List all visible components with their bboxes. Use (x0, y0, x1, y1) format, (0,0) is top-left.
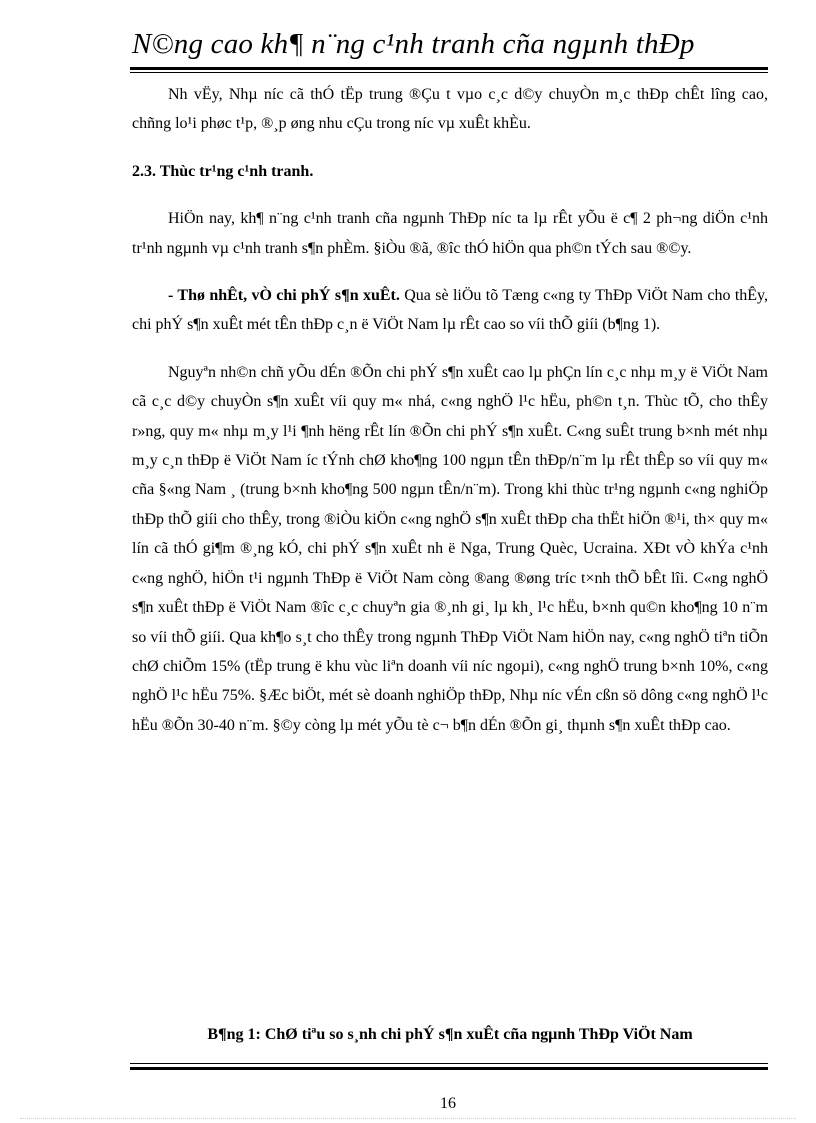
footer-rule-thick (130, 1067, 768, 1070)
header-rule-thick (130, 67, 768, 70)
body-text (132, 80, 768, 740)
paragraph-3-lead: - Thø nhÊt, vÒ chi phÝ s¶n xuÊt. (168, 287, 400, 305)
page-edge-dotted-line (20, 1118, 796, 1119)
paragraph-1: Nh vËy, Nhµ níc cã thÓ tËp trung ®Çu t vµo c¸c d©y chuyÒn m¸c thÐp chÊt lîng cao, chñng lo¹i phøc t¹p, ®¸p øng nhu cÇu trong níc vµ xuÊt khÈu. (132, 86, 768, 133)
footer-rule-thin (130, 1063, 768, 1064)
running-header-title: N©ng cao kh¶ n¨ng c¹nh tranh cña ngµnh thÐp (132, 28, 695, 60)
section-heading: 2.3. Thùc tr¹ng c¹nh tranh. (132, 162, 314, 180)
table-caption: B¶ng 1: ChØ tiªu so s¸nh chi phÝ s¶n xuÊt cña ngµnh ThÐp ViÖt Nam (207, 1026, 693, 1043)
paragraph-3-text: Qua sè liÖu tõ Tæng c«ng ty ThÐp ViÖt Nam cho thÊy, chi phÝ s¶n xuÊt mét tÊn thÐp c¸n ë ViÖt Nam lµ rÊt cao so víi thÕ giíi (b¶ng 1). (132, 287, 769, 334)
paragraph-3 (132, 281, 768, 340)
paragraph-4: Nguyªn nh©n chñ yÕu dÉn ®Õn chi phÝ s¶n xuÊt cao lµ phÇn lín c¸c nhµ m¸y ë ViÖt Nam cã c¸c d©y chuyÒn s¶n xuÊt víi quy m« nhá, c«ng nghÖ l¹c hËu, ph©n t¸n. Thùc tÕ, cho thÊy r»ng, quy m« nhµ m¸y l¹i ¶nh hëng rÊt lín ®Õn chi phÝ s¶n xuÊt. C«ng suÊt trung b×nh mét nhµ m¸y c¸n thÐp ë ViÖt Nam íc tÝnh chØ kho¶ng 100 ngµn tÊn thÐp/n¨m lµ rÊt thÊp so víi quy m« cña §«ng Nam ¸ (trung b×nh kho¶ng 500 ngµn tÊn/n¨m). Trong khi thùc tr¹ng ngµnh c«ng nghiÖp thÐp thÕ giíi cho thÊy, trong ®iÒu kiÖn c«ng nghÖ s¶n xuÊt thÐp cha thËt hiÖn ®¹i, th× quy m« lín cã thÓ gi¶m ®¸ng kÓ, chi phÝ s¶n xuÊt nh ë Nga, Trung Quèc, Ucraina. XÐt vÒ khÝa c¹nh c«ng nghÖ, hiÖn t¹i ngµnh ThÐp ë ViÖt Nam còng ®ang ®øng tríc t×nh thÕ bÊt lîi. C«ng nghÖ s¶n xuÊt thÐp ë ViÖt Nam ®îc c¸c chuyªn gia ®¸nh gi¸ lµ kh¸ l¹c hËu, b×nh qu©n kho¶ng 10 n¨m so víi thÕ giíi. Qua kh¶o s¸t cho thÊy trong ngµnh ThÐp ViÖt Nam hiÖn nay, c«ng nghÖ tiªn tiÕn chØ chiÕm 15% (tËp trung ë khu vùc liªn doanh víi níc ngoµi), c«ng nghÖ trung b×nh 10%, c«ng nghÖ l¹c hËu 75%. §Æc biÖt, mét sè doanh nghiÖp thÐp, Nhµ níc vÉn cßn sö dông c«ng nghÖ l¹c hËu ®Õn 30-40 n¨m. §©y còng lµ mét yÕu tè c¬ b¶n dÉn ®Õn gi¸ thµnh s¶n xuÊt thÐp cao. (132, 363, 768, 734)
paragraph-2: HiÖn nay, kh¶ n¨ng c¹nh tranh cña ngµnh ThÐp níc ta lµ rÊt yÕu ë c¶ 2 ph¬ng diÖn c¹nh tr¹nh ngµnh vµ c¹nh tranh s¶n phÈm. §iÒu ®ã, ®îc thÓ hiÖn qua ph©n tÝch sau ®©y. (132, 210, 768, 257)
header-rule-thin (130, 72, 768, 73)
page-number: 16 (440, 1095, 456, 1112)
